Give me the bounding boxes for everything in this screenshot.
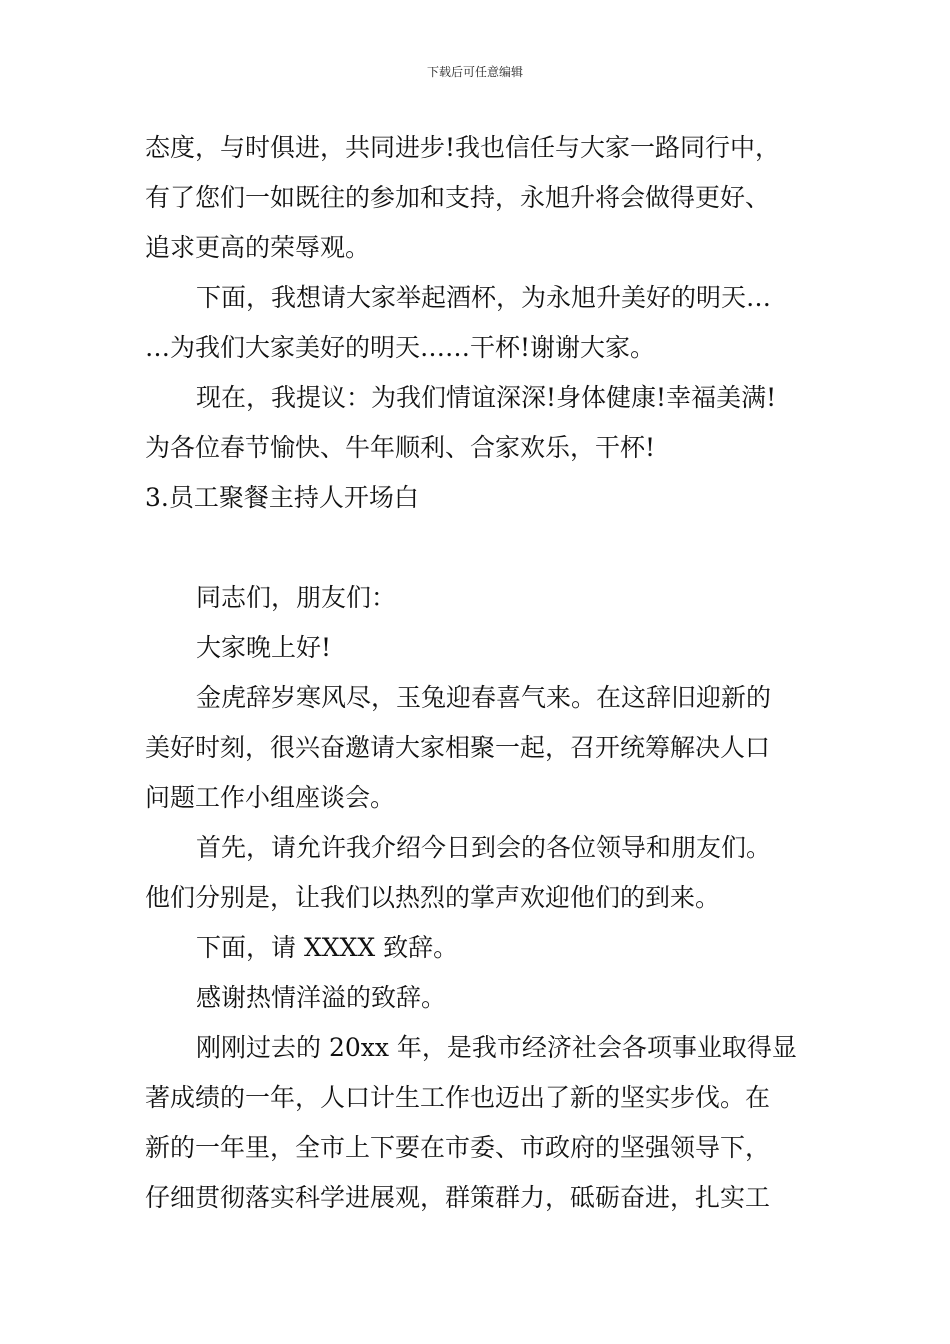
body-line: 美好时刻，很兴奋邀请大家相聚一起，召开统筹解决人口 xyxy=(145,733,771,762)
body-line: …为我们大家美好的明天……干杯!谢谢大家。 xyxy=(145,333,656,362)
section-heading: 3.员工聚餐主持人开场白 xyxy=(145,483,419,512)
body-line: 为各位春节愉快、牛年顺利、合家欢乐，干杯! xyxy=(145,433,656,462)
body-line: 态度，与时俱进，共同进步!我也信任与大家一路同行中， xyxy=(145,133,781,162)
body-line: 有了您们一如既往的参加和支持，永旭升将会做得更好、 xyxy=(145,183,771,212)
body-line: 下面，请 XXXX 致辞。 xyxy=(196,933,459,962)
body-line: 下面，我想请大家举起酒杯，为永旭升美好的明天… xyxy=(196,283,772,312)
page-header: 下载后可任意编辑 xyxy=(426,65,523,79)
body-line: 刚刚过去的 20xx 年，是我市经济社会各项事业取得显 xyxy=(196,1033,797,1062)
body-line: 新的一年里，全市上下要在市委、市政府的坚强领导下， xyxy=(145,1133,771,1162)
body-line: 著成绩的一年，人口计生工作也迈出了新的坚实步伐。在 xyxy=(145,1083,771,1112)
blank-line xyxy=(145,523,807,573)
body-line: 他们分别是，让我们以热烈的掌声欢迎他们的到来。 xyxy=(145,883,721,912)
body-line: 问题工作小组座谈会。 xyxy=(145,783,396,812)
salutation: 同志们，朋友们： xyxy=(196,583,397,612)
body-line: 首先，请允许我介绍今日到会的各位领导和朋友们。 xyxy=(196,833,772,862)
body-line: 追求更高的荣辱观。 xyxy=(145,233,371,262)
body-line: 现在，我提议：为我们情谊深深!身体健康!幸福美满! xyxy=(196,383,777,412)
body-line: 仔细贯彻落实科学进展观，群策群力，砥砺奋进，扎实工 xyxy=(145,1183,771,1212)
document-body xyxy=(145,123,807,1223)
greeting: 大家晚上好! xyxy=(196,633,332,662)
body-line: 感谢热情洋溢的致辞。 xyxy=(196,983,447,1012)
body-line: 金虎辞岁寒风尽，玉兔迎春喜气来。在这辞旧迎新的 xyxy=(196,683,772,712)
